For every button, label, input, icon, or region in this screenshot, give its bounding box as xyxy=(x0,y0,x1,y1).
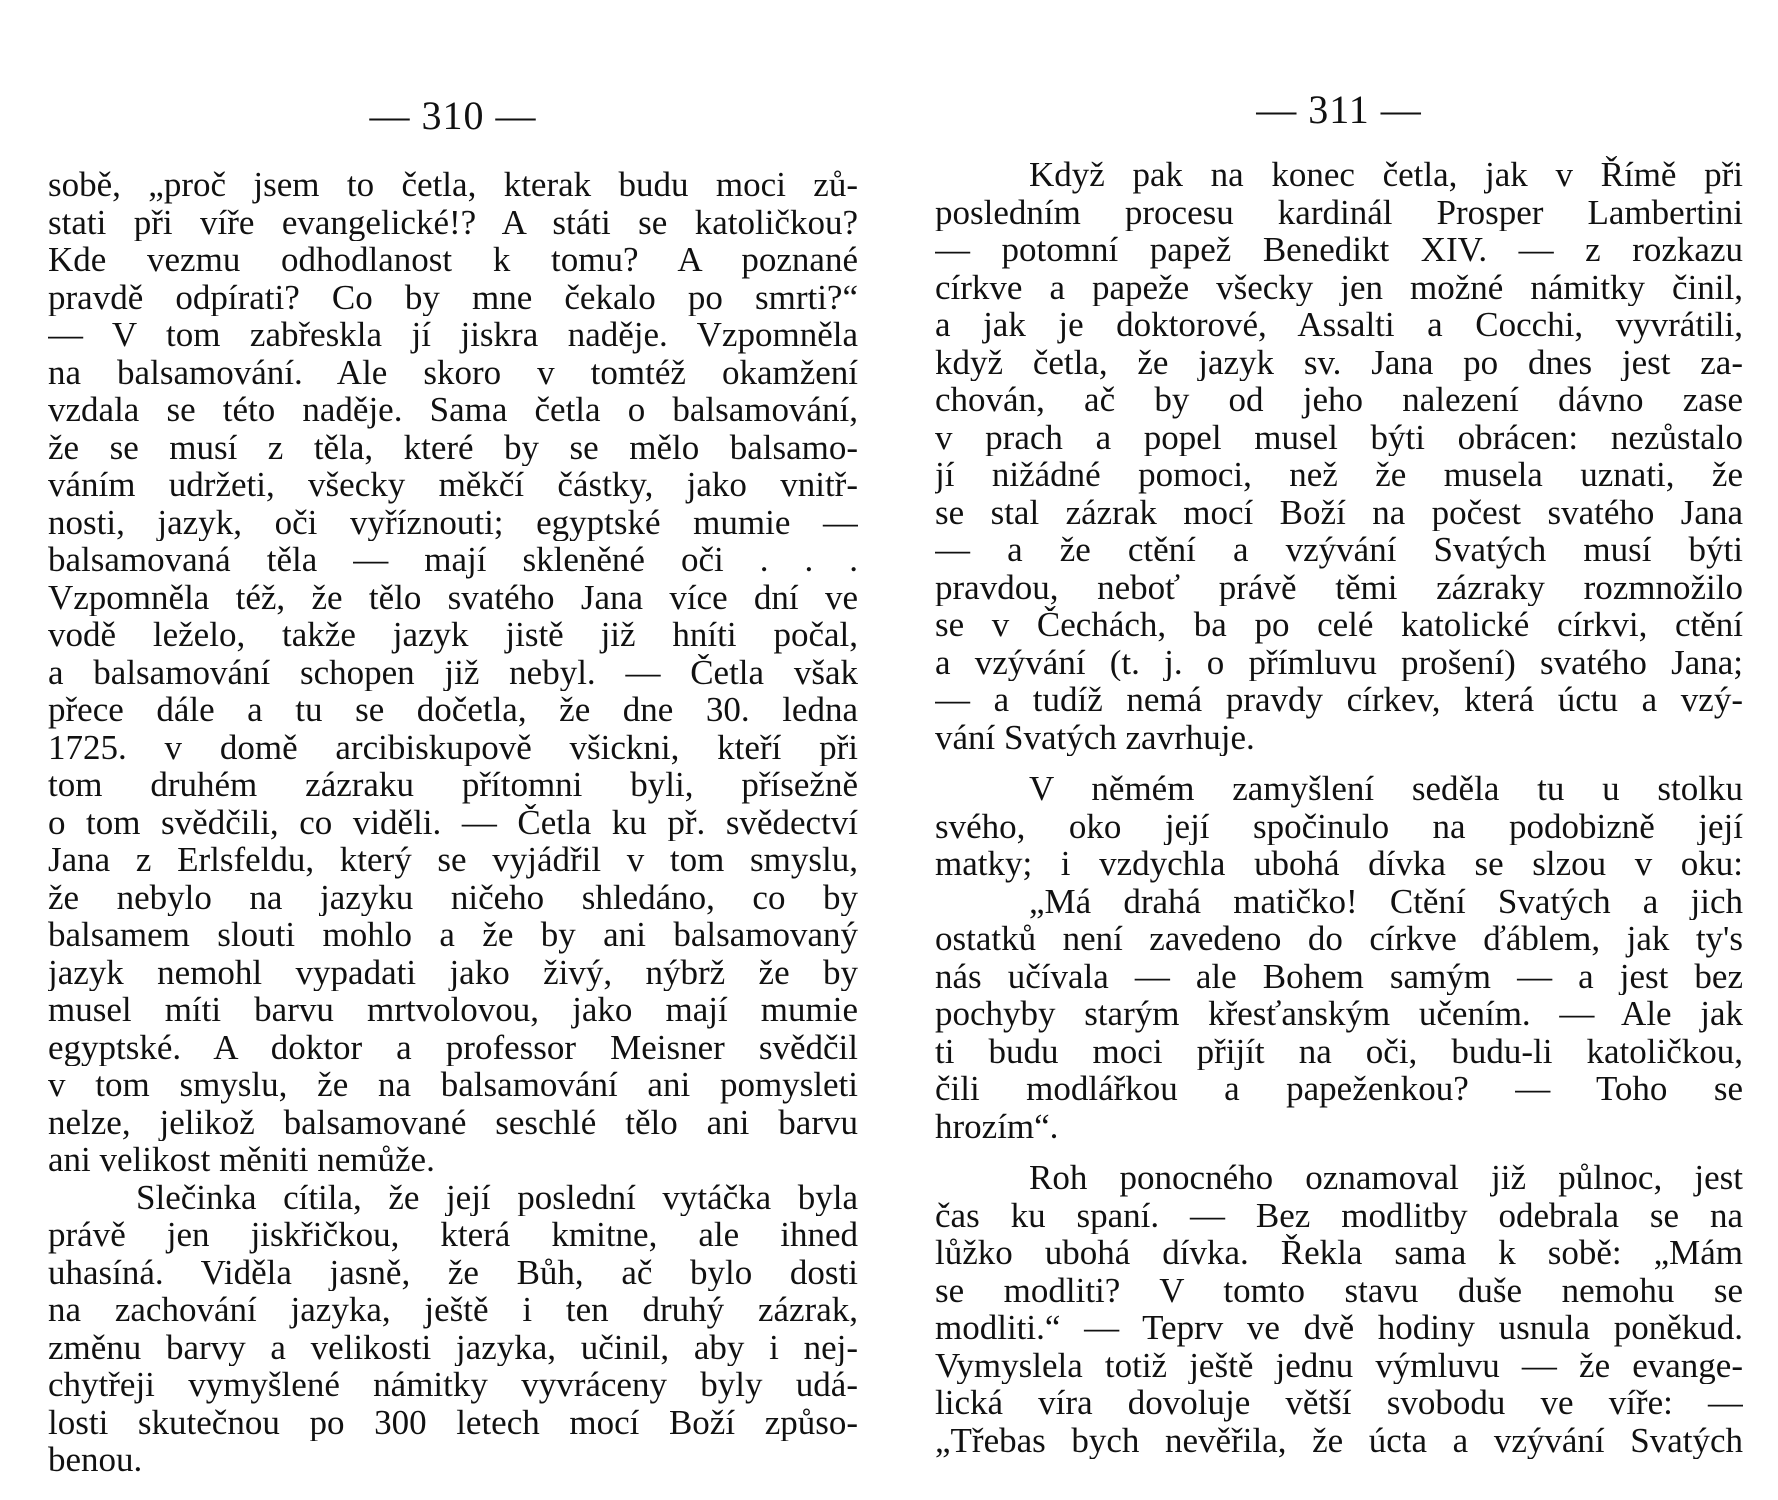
text-line: a vzývání (t. j. o přímluvu prošení) svatého Jana; xyxy=(935,643,1743,681)
text-line: matky; i vzdychla ubohá dívka se slzou v oku: xyxy=(935,845,1743,883)
text-line: hrozím“. xyxy=(935,1107,1059,1145)
page-number: — 310 — xyxy=(369,93,537,138)
text-line: lická víra dovoluje větší svobodu ve víře: — xyxy=(935,1384,1743,1422)
page-text xyxy=(935,156,1743,1459)
text-line: chytřeji vymyšlené námitky vyvráceny byly udá- xyxy=(48,1366,858,1404)
text-line: církve a papeže všecky jen možné námitky činil, xyxy=(935,268,1743,306)
text-line: se stal zázrak mocí Boží na počest svatého Jana xyxy=(935,493,1743,531)
text-line: benou. xyxy=(48,1441,143,1479)
text-line: nelze, jelikož balsamované seschlé tělo ani barvu xyxy=(48,1103,858,1141)
text-line: se modliti? V tomto stavu duše nemohu se xyxy=(935,1271,1743,1309)
text-line: že se musí z těla, které by se mělo balsamo- xyxy=(48,428,858,466)
text-line: v prach a popel musel býti obrácen: nezůstalo xyxy=(935,418,1743,456)
text-line: na zachování jazyka, ještě i ten druhý zázrak, xyxy=(48,1291,858,1329)
text-line: právě jen jiskřičkou, která kmitne, ale ihned xyxy=(48,1216,858,1254)
text-line: musel míti barvu mrtvolovou, jako mají mumie xyxy=(48,991,858,1029)
text-line: přece dále a tu se dočetla, že dne 30. ledna xyxy=(48,691,858,729)
text-line: na balsamování. Ale skoro v tomtéž okamžení xyxy=(48,353,858,391)
text-line: „Třebas bych nevěřila, že úcta a vzývání Svatých xyxy=(935,1421,1743,1459)
text-line: — potomní papež Benedikt XIV. — z rozkazu xyxy=(935,231,1743,269)
text-line: čili modlářkou a papeženkou? — Toho se xyxy=(935,1070,1743,1108)
text-line: egyptské. A doktor a professor Meisner svědčil xyxy=(48,1028,858,1066)
text-line: — a tudíž nemá pravdy církev, která úctu a vzý- xyxy=(935,681,1743,719)
paragraph-gap xyxy=(935,1145,1743,1159)
text-line: jazyk nemohl vypadati jako živý, nýbrž že by xyxy=(48,953,858,991)
text-line: losti skutečnou po 300 letech mocí Boží způso- xyxy=(48,1403,858,1441)
text-line: změnu barvy a velikosti jazyka, učinil, aby i nej- xyxy=(48,1328,858,1366)
text-line: balsamem slouti mohlo a že by ani balsamovaný xyxy=(48,916,858,954)
text-line: vání Svatých zavrhuje. xyxy=(935,718,1255,756)
text-line: Vzpomněla též, že tělo svatého Jana více dní ve xyxy=(48,578,858,616)
text-line: Vymyslela totiž ještě jednu výmluvu — že evange- xyxy=(935,1346,1743,1384)
text-line: chován, ač by od jeho nalezení dávno zase xyxy=(935,381,1743,419)
text-line: ostatků není zavedeno do církve ďáblem, jak ty's xyxy=(935,920,1743,958)
text-line: posledním procesu kardinál Prosper Lambertini xyxy=(935,193,1743,231)
text-line: Kde vezmu odhodlanost k tomu? A poznané xyxy=(48,241,858,279)
paragraph-gap xyxy=(935,756,1743,770)
text-line: nás učívala — ale Bohem samým — a jest bez xyxy=(935,957,1743,995)
right-page xyxy=(935,0,1743,1459)
text-line: se v Čechách, ba po celé katolické církvi, ctění xyxy=(935,606,1743,644)
text-line: 1725. v domě arcibiskupově všickni, kteří při xyxy=(48,728,858,766)
text-line: uhasíná. Viděla jasně, že Bůh, ač bylo dosti xyxy=(48,1253,858,1291)
text-line: v tom smyslu, že na balsamování ani pomysleti xyxy=(48,1066,858,1104)
text-line: lůžko ubohá dívka. Řekla sama k sobě: „Mám xyxy=(935,1234,1743,1272)
text-line: pochyby starým křesťanským učením. — Ale jak xyxy=(935,995,1743,1033)
page-text xyxy=(48,166,858,1479)
text-line: stati při víře evangelické!? A státi se katoličkou? xyxy=(48,203,858,241)
text-line: vzdala se této naděje. Sama četla o balsamování, xyxy=(48,391,858,429)
text-line: tom druhém zázraku přítomni byli, přísežně xyxy=(48,766,858,804)
text-line: pravdě odpírati? Co by mne čekalo po smrti?“ xyxy=(48,278,858,316)
text-line: Jana z Erlsfeldu, který se vyjádřil v tom smyslu, xyxy=(48,841,858,879)
paragraph-start-line: Slečinka cítila, že její poslední vytáčka byla xyxy=(136,1178,858,1216)
text-line: váním udržeti, všecky měkčí částky, jako vnitř- xyxy=(48,466,858,504)
text-line: o tom svědčili, co viděli. — Četla ku př. svědectví xyxy=(48,803,858,841)
left-page xyxy=(48,0,858,1479)
text-line: a balsamování schopen již nebyl. — Četla však xyxy=(48,653,858,691)
text-line: balsamovaná těla — mají skleněné oči . . . xyxy=(48,541,858,579)
text-line: — V tom zabřeskla jí jiskra naděje. Vzpomněla xyxy=(48,316,858,354)
text-line: svého, oko její spočinulo na podobizně její xyxy=(935,807,1743,845)
paragraph-start-line: Když pak na konec četla, jak v Římě při xyxy=(1029,156,1743,194)
paragraph-start-line: „Má drahá matičko! Ctění Svatých a jich xyxy=(1029,882,1743,920)
text-line: když četla, že jazyk sv. Jana po dnes jest za- xyxy=(935,343,1743,381)
paragraph-start-line: Roh ponocného oznamoval již půlnoc, jest xyxy=(1029,1159,1743,1197)
text-line: modliti.“ — Teprv ve dvě hodiny usnula poněkud. xyxy=(935,1309,1743,1347)
paragraph-start-line: V němém zamyšlení seděla tu u stolku xyxy=(1029,770,1743,808)
text-line: že nebylo na jazyku ničeho shledáno, co by xyxy=(48,878,858,916)
text-line: nosti, jazyk, oči vyříznouti; egyptské mumie — xyxy=(48,503,858,541)
text-line: jí nižádné pomoci, než že musela uznati, že xyxy=(935,456,1743,494)
text-line: vodě leželo, takže jazyk jistě již hníti počal, xyxy=(48,616,858,654)
text-line: sobě, „proč jsem to četla, kterak budu moci zů- xyxy=(48,166,858,204)
text-line: — a že ctění a vzývání Svatých musí býti xyxy=(935,531,1743,569)
text-line: ti budu moci přijít na oči, budu-li katoličkou, xyxy=(935,1032,1743,1070)
text-line: ani velikost měniti nemůže. xyxy=(48,1141,435,1179)
text-line: čas ku spaní. — Bez modlitby odebrala se na xyxy=(935,1196,1743,1234)
text-line: pravdou, neboť právě těmi zázraky rozmnožilo xyxy=(935,568,1743,606)
page-number: — 311 — xyxy=(1256,87,1422,132)
text-line: a jak je doktorové, Assalti a Cocchi, vyvrátili, xyxy=(935,306,1743,344)
